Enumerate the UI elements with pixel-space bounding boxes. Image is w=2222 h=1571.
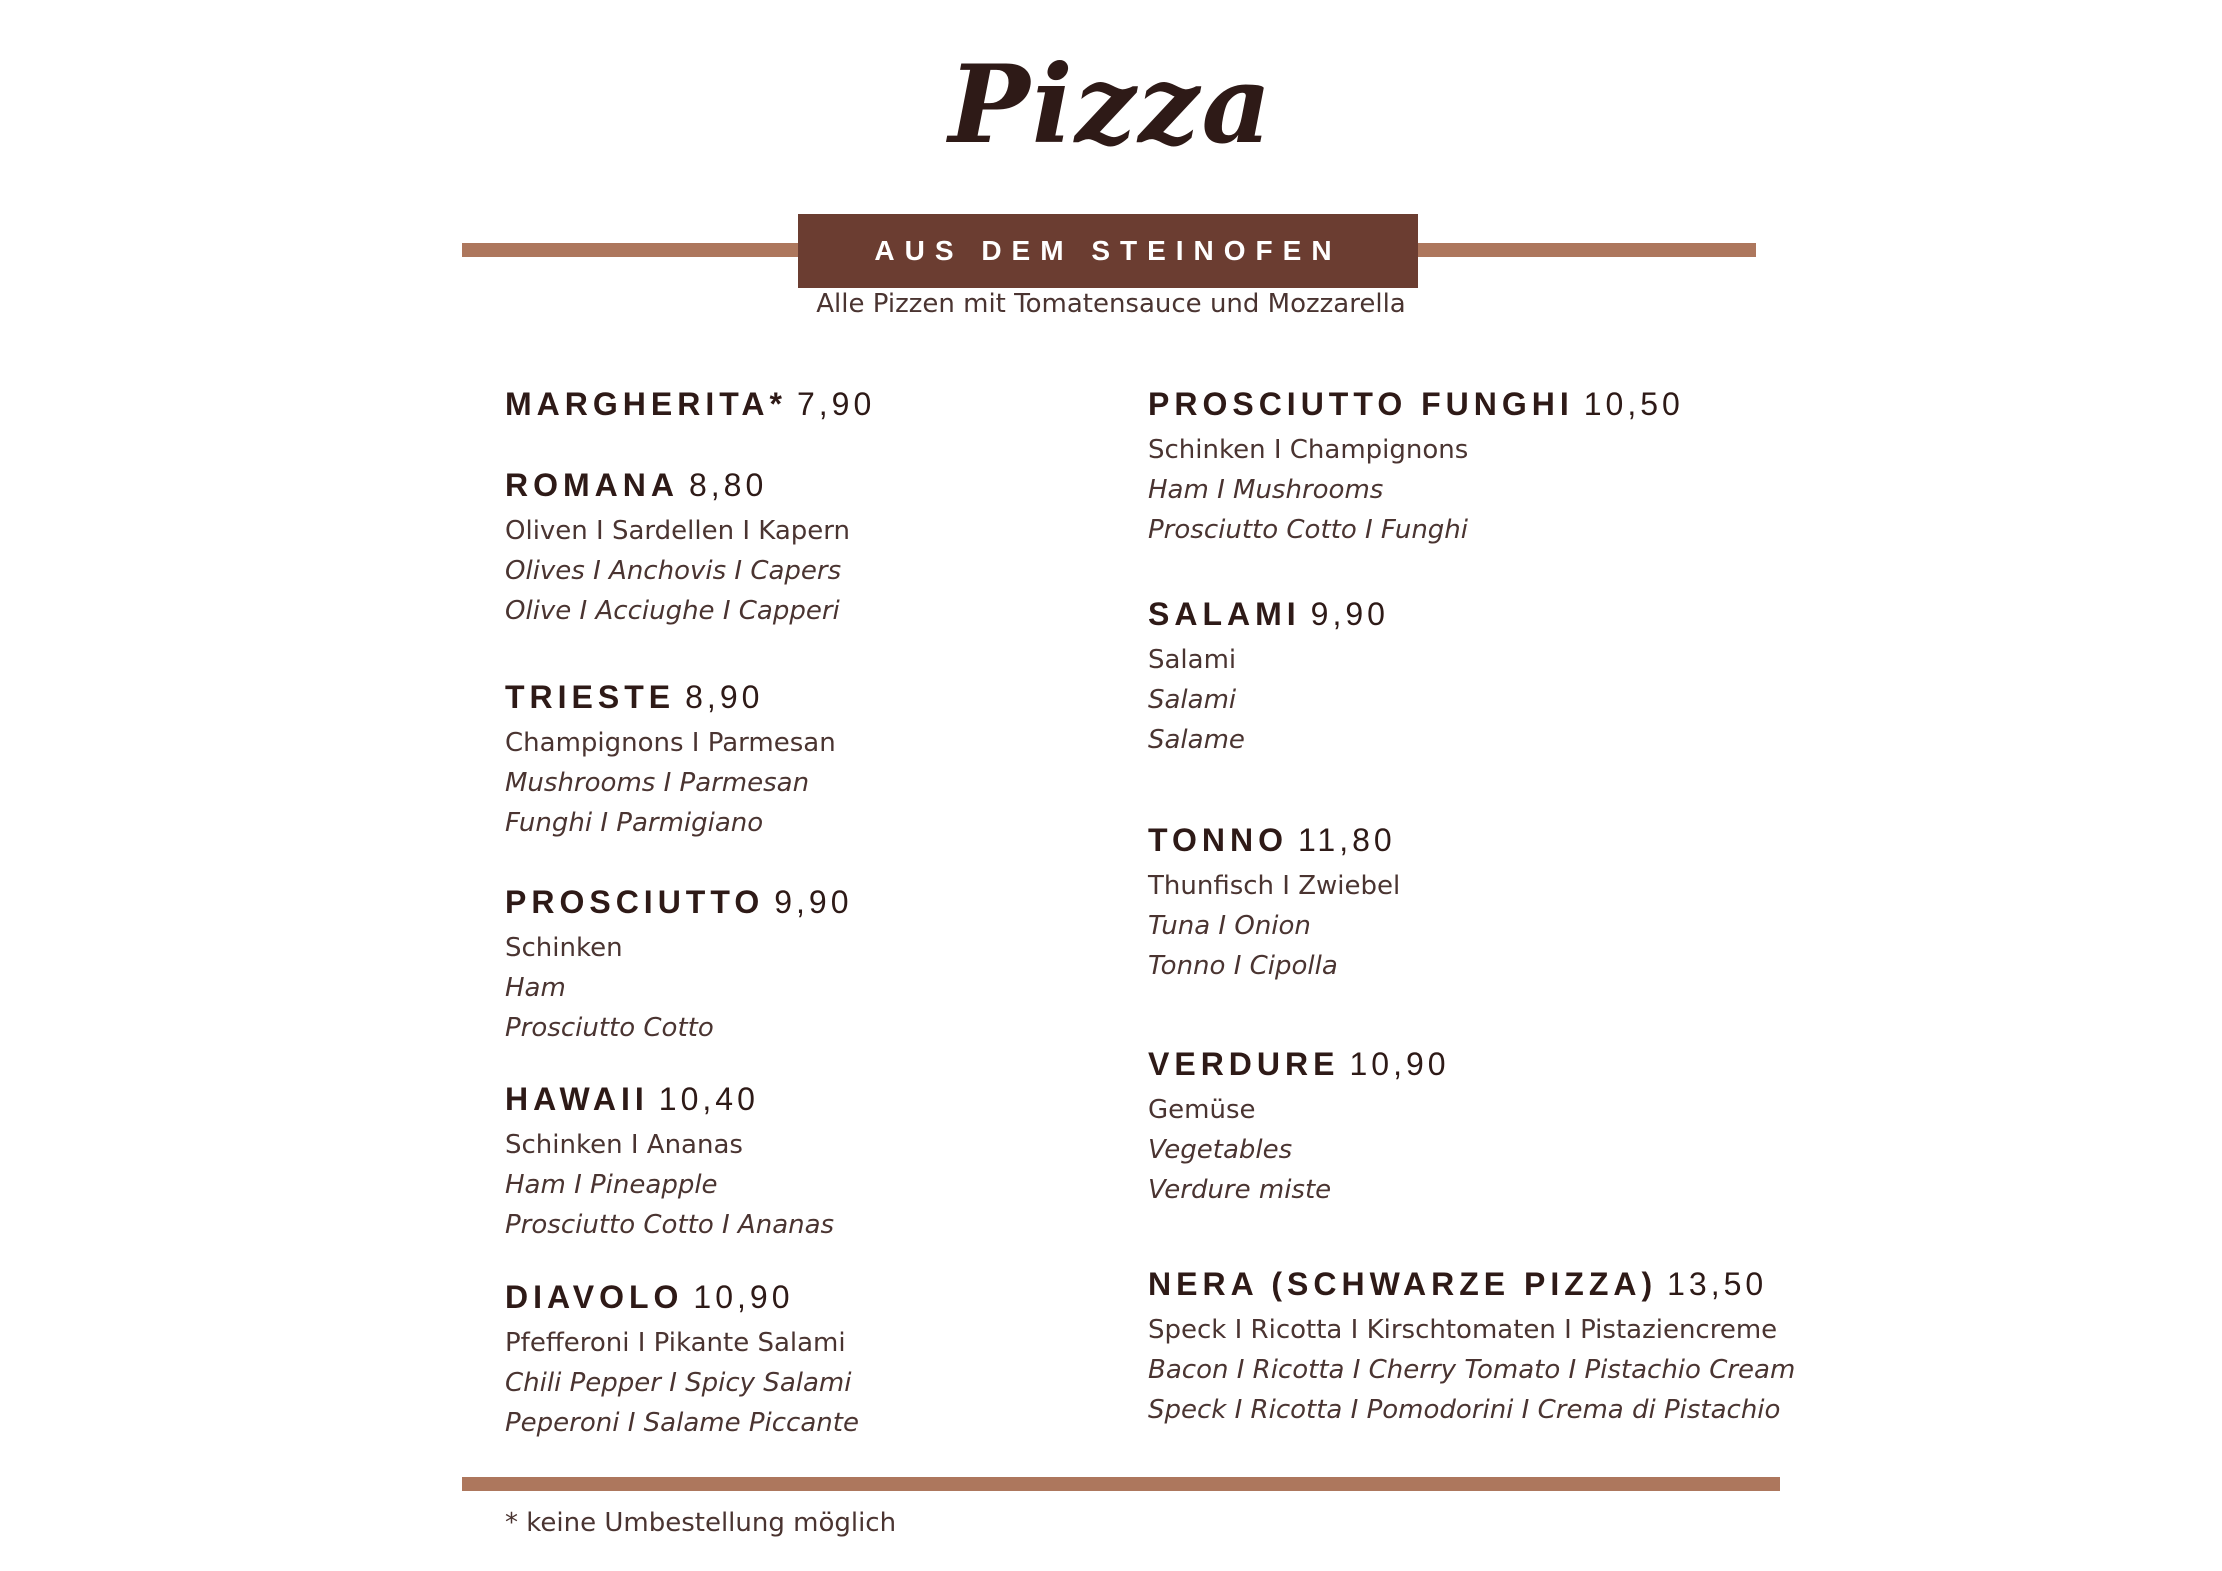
menu-item — [505, 1275, 1145, 1443]
item-price: 10,90 — [1349, 1046, 1450, 1082]
item-name: SALAMI — [1148, 596, 1301, 632]
menu-item — [505, 880, 1145, 1048]
item-heading — [1148, 1262, 1788, 1306]
description-english: Olives I Anchovis I Capers — [505, 556, 842, 586]
description-italian: Olive I Acciughe I Capperi — [505, 596, 840, 626]
item-description — [1148, 1090, 1788, 1210]
description-italian: Verdure miste — [1148, 1175, 1332, 1205]
description-english: Ham I Mushrooms — [1148, 475, 1384, 505]
item-name: TRIESTE — [505, 679, 676, 715]
description-english: Vegetables — [1148, 1135, 1293, 1165]
description-english: Tuna I Onion — [1148, 911, 1311, 941]
item-price: 7,90 — [796, 386, 876, 422]
description-german: Salami — [1148, 645, 1237, 675]
item-price: 10,40 — [658, 1081, 759, 1117]
item-heading — [505, 880, 1145, 924]
description-italian: Prosciutto Cotto I Ananas — [505, 1210, 835, 1240]
description-german: Schinken — [505, 933, 623, 963]
menu-title: Pizza — [948, 42, 1274, 168]
description-german: Schinken I Champignons — [1148, 435, 1469, 465]
item-price: 9,90 — [1310, 596, 1389, 632]
menu-item — [1148, 1042, 1788, 1210]
item-heading — [1148, 818, 1788, 862]
item-price: 13,50 — [1667, 1266, 1768, 1302]
description-italian: Tonno I Cipolla — [1148, 951, 1338, 981]
item-name: MARGHERITA* — [505, 386, 787, 422]
description-german: Speck I Ricotta I Kirschtomaten I Pistaziencreme — [1148, 1315, 1778, 1345]
description-italian: Prosciutto Cotto I Funghi — [1148, 515, 1468, 545]
description-italian: Salame — [1148, 725, 1245, 755]
item-description — [1148, 430, 1788, 550]
item-price: 9,90 — [774, 884, 853, 920]
menu-item — [505, 382, 1145, 426]
menu-item — [505, 1077, 1145, 1245]
item-heading — [1148, 592, 1788, 636]
menu-item — [505, 463, 1145, 631]
item-description — [505, 928, 1145, 1048]
item-price: 11,80 — [1297, 822, 1396, 858]
item-price: 10,90 — [693, 1279, 794, 1315]
item-heading — [505, 382, 1145, 426]
description-italian: Peperoni I Salame Piccante — [505, 1408, 859, 1438]
item-price: 10,50 — [1583, 386, 1684, 422]
item-price: 8,80 — [688, 467, 768, 503]
description-english: Ham I Pineapple — [505, 1170, 718, 1200]
item-description — [1148, 866, 1788, 986]
item-name: HAWAII — [505, 1081, 649, 1117]
item-heading — [505, 463, 1145, 507]
section-banner: AUS DEM STEINOFEN — [798, 214, 1418, 288]
item-description — [1148, 640, 1788, 760]
item-description — [505, 511, 1145, 631]
description-italian: Funghi I Parmigiano — [505, 808, 764, 838]
item-name: TONNO — [1148, 822, 1288, 858]
description-italian: Speck I Ricotta I Pomodorini I Crema di Pistachio — [1148, 1395, 1781, 1425]
description-german: Oliven I Sardellen I Kapern — [505, 516, 850, 546]
item-description — [1148, 1310, 1796, 1430]
divider-line-right — [1418, 243, 1756, 257]
menu-item — [1148, 382, 1788, 550]
item-price: 8,90 — [685, 679, 764, 715]
description-german: Thunfisch I Zwiebel — [1148, 871, 1401, 901]
item-heading — [505, 675, 1145, 719]
menu-item — [505, 675, 1145, 843]
description-german: Pfefferoni I Pikante Salami — [505, 1328, 846, 1358]
item-name: PROSCIUTTO FUNGHI — [1148, 386, 1574, 422]
description-italian: Prosciutto Cotto — [505, 1013, 714, 1043]
item-heading — [505, 1077, 1145, 1121]
divider-line-left — [462, 243, 802, 257]
description-english: Chili Pepper I Spicy Salami — [505, 1368, 852, 1398]
menu-item — [1148, 592, 1788, 760]
description-english: Ham — [505, 973, 566, 1003]
description-german: Gemüse — [1148, 1095, 1256, 1125]
description-german: Champignons I Parmesan — [505, 728, 836, 758]
item-name: PROSCIUTTO — [505, 884, 765, 920]
item-name: NERA (SCHWARZE PIZZA) — [1148, 1266, 1658, 1302]
footnote: * keine Umbestellung möglich — [505, 1508, 897, 1538]
section-subtitle: Alle Pizzen mit Tomatensauce und Mozzarella — [816, 289, 1406, 319]
description-english: Mushrooms I Parmesan — [505, 768, 810, 798]
item-description — [505, 1125, 1145, 1245]
description-english: Bacon I Ricotta I Cherry Tomato I Pistachio Cream — [1148, 1355, 1796, 1385]
item-description — [505, 723, 1145, 843]
description-english: Salami — [1148, 685, 1237, 715]
item-name: VERDURE — [1148, 1046, 1340, 1082]
item-description — [505, 1323, 1145, 1443]
item-heading — [505, 1275, 1145, 1319]
bottom-divider-line — [462, 1477, 1780, 1491]
item-heading — [1148, 1042, 1788, 1086]
item-name: ROMANA — [505, 467, 679, 503]
item-heading — [1148, 382, 1788, 426]
menu-item — [1148, 1262, 1796, 1430]
item-name: DIAVOLO — [505, 1279, 684, 1315]
description-german: Schinken I Ananas — [505, 1130, 743, 1160]
menu-item — [1148, 818, 1788, 986]
